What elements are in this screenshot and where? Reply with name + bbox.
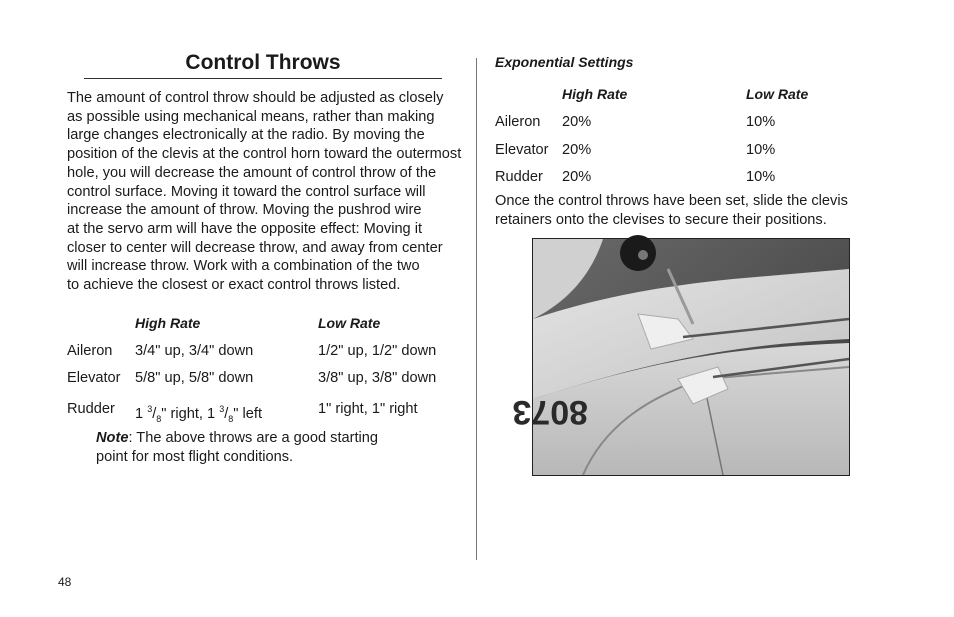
fraction-whole: 1 — [135, 405, 144, 422]
table-cell-high: 20% — [562, 169, 592, 185]
paragraph-line: to achieve the closest or exact control throws listed. — [67, 277, 401, 294]
fraction-text: " right, 1 — [161, 405, 216, 422]
paragraph-line: increase the amount of throw. Moving the pushrod wire — [67, 202, 422, 219]
table-row-label: Elevator — [67, 370, 121, 386]
photo-illustration — [512, 239, 849, 475]
exponential-settings-title: Exponential Settings — [495, 54, 634, 70]
table-header-high-rate: High Rate — [135, 315, 201, 331]
note-line — [96, 429, 436, 448]
table-cell-high: 3/4" up, 3/4" down — [135, 343, 254, 359]
paragraph-line: hole, you will decrease the amount of control throw of the — [67, 164, 437, 181]
wheel — [620, 235, 656, 271]
table-cell-low: 1/2" up, 1/2" down — [318, 343, 437, 359]
fraction-denominator: 8 — [156, 413, 162, 424]
table-header-low-rate: Low Rate — [746, 86, 809, 102]
table-row-label: Elevator — [495, 142, 549, 158]
paragraph-line: as possible using mechanical means, rather than making — [67, 108, 435, 125]
table-cell-low: 10% — [746, 169, 776, 185]
wheel-hub — [638, 250, 648, 260]
table-header-high-rate: High Rate — [562, 86, 628, 102]
paragraph-line: at the servo arm will have the opposite effect: Moving it — [67, 220, 423, 237]
table-row-label: Rudder — [495, 169, 543, 185]
table-cell-low: 1" right, 1" right — [318, 401, 418, 417]
paragraph-line: large changes electronically at the radio. By moving the — [67, 127, 425, 144]
table-row-label: Aileron — [495, 114, 541, 130]
note-label: Note — [96, 430, 129, 446]
column-divider — [476, 58, 477, 560]
table-header-low-rate: Low Rate — [318, 315, 381, 331]
note-line: point for most flight conditions. — [96, 449, 294, 465]
page-number: 48 — [58, 575, 72, 589]
paragraph-line: The amount of control throw should be adjusted as closely — [67, 90, 444, 106]
clevis-photo — [512, 238, 850, 476]
table-cell-high: 20% — [562, 142, 592, 158]
note-text: : The above throws are a good starting — [128, 430, 379, 446]
table-cell-high: 5/8" up, 5/8" down — [135, 370, 254, 386]
table-row-label: Aileron — [67, 343, 113, 359]
table-cell-high: 1 $^3/_8$" right, 1 $^3/_8$" left — [135, 404, 262, 424]
table-cell-low: 3/8" up, 3/8" down — [318, 370, 437, 386]
clevis-paragraph — [495, 192, 875, 229]
paragraph-line: retainers onto the clevises to secure their positions. — [495, 211, 827, 228]
paragraph-line: closer to center will decrease throw, and away from center — [67, 239, 443, 256]
section-title: Control Throws — [84, 50, 442, 79]
fraction-numerator: 3 — [219, 404, 225, 414]
note-block — [96, 429, 436, 467]
paragraph-line: control surface. Moving it toward the control surface will — [67, 183, 426, 200]
fraction-denominator: 8 — [228, 413, 234, 424]
fraction-text: " left — [233, 405, 262, 422]
table-cell-low: 10% — [746, 142, 776, 158]
paragraph-line: Once the control throws have been set, slide the clevis — [495, 193, 848, 209]
fraction-numerator: 3 — [147, 404, 153, 414]
paragraph-line: will increase throw. Work with a combination of the two — [67, 258, 420, 275]
table-cell-low: 10% — [746, 114, 776, 130]
registration-number: 8073 — [512, 393, 588, 431]
table-cell-high: 20% — [562, 114, 592, 130]
paragraph-line: position of the clevis at the control horn toward the outermost — [67, 146, 462, 163]
table-row-label: Rudder — [67, 401, 115, 417]
control-throws-paragraph — [67, 89, 472, 295]
